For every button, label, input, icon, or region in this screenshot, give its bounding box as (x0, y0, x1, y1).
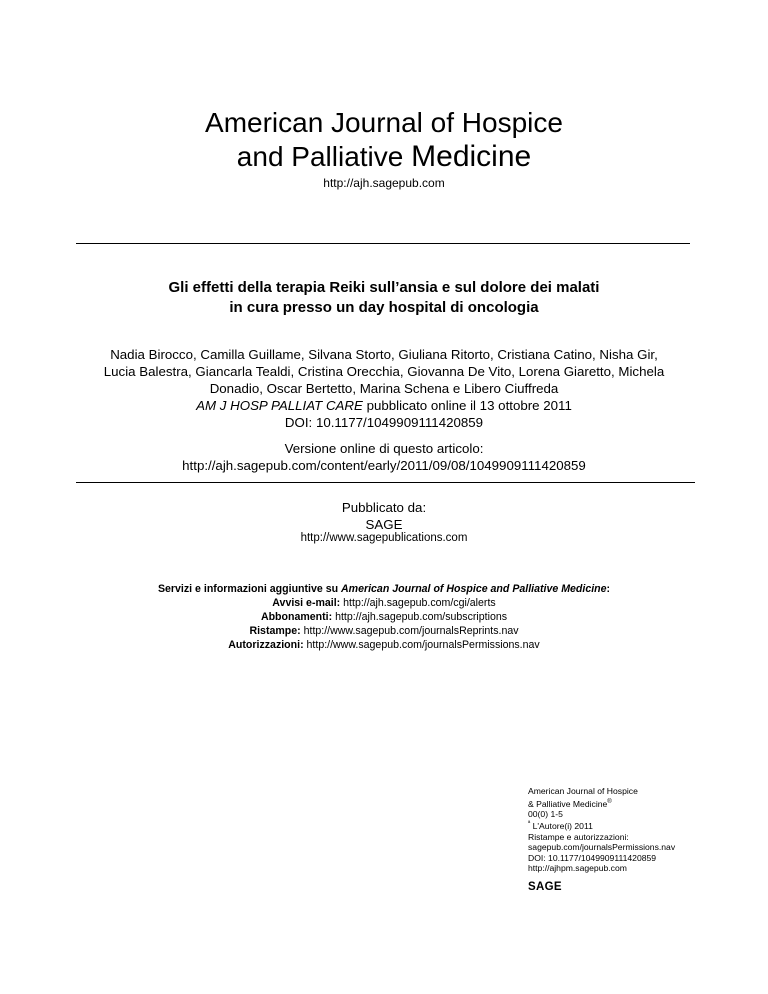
middle-divider (76, 482, 695, 483)
subscriptions-url[interactable]: http://ajh.sagepub.com/subscriptions (332, 611, 508, 623)
services-intro-text: Servizi e informazioni aggiuntive su (157, 583, 342, 595)
infobox-line7: DOI: 10.1177/1049909111420859 (528, 852, 657, 863)
alerts-label: Avvisi e-mail: (272, 597, 341, 609)
reprints-url[interactable]: http://www.sagepub.com/journalsReprints.nav (300, 625, 519, 637)
journal-title-line2 (0, 140, 768, 174)
services-subscriptions (0, 610, 768, 624)
copyright-mark: ª (528, 821, 531, 828)
article-title-line2: in cura presso un day hospital di oncologia (229, 299, 539, 316)
permissions-label: Autorizzazioni: (228, 639, 304, 651)
infobox-line6[interactable]: sagepub.com/journalsPermissions.nav (528, 842, 676, 853)
authors-line1: Nadia Birocco, Camilla Guillame, Silvana Storto, Giuliana Ritorto, Cristiana Catino, Nisha Gir, (110, 347, 658, 362)
citation-journal: AM J HOSP PALLIAT CARE (196, 398, 363, 413)
journal-url[interactable]: http://ajh.sagepub.com (323, 176, 445, 190)
services-intro-journal: American Journal of Hospice and Palliative Medicine (341, 583, 607, 595)
infobox-line3: 00(0) 1-5 (528, 808, 563, 819)
subscriptions-label: Abbonamenti: (260, 611, 333, 623)
online-version-label: Versione online di questo articolo: (284, 441, 484, 456)
alerts-url[interactable]: http://ajh.sagepub.com/cgi/alerts (340, 597, 496, 609)
services-alerts (0, 596, 768, 610)
journal-info-box (528, 786, 708, 892)
citation (0, 397, 768, 414)
published-by-label: Pubblicato da: (341, 500, 427, 515)
infobox-line2 (528, 797, 708, 809)
authors-line3: Donadio, Oscar Bertetto, Marina Schena e Libero Ciuffreda (209, 381, 559, 396)
top-divider (76, 243, 690, 244)
authors-line2: Lucia Balestra, Giancarla Tealdi, Cristina Orecchia, Giovanna De Vito, Lorena Giaretto, Michela (103, 364, 665, 379)
permissions-url[interactable]: http://www.sagepub.com/journalsPermissions.nav (303, 639, 540, 651)
article-doi: DOI: 10.1177/1049909111420859 (284, 415, 484, 430)
infobox-line4-text: L'Autore(i) 2011 (530, 821, 593, 832)
registered-mark: ® (607, 798, 612, 805)
services-intro-end: : (606, 583, 611, 595)
citation-date: pubblicato online il 13 ottobre 2011 (362, 398, 572, 413)
journal-title-line2-a: and Palliative (236, 141, 412, 172)
article-title-line1: Gli effetti della terapia Reiki sull’ansia e sul dolore dei malati (168, 279, 600, 296)
infobox-line8[interactable]: http://ajhpm.sagepub.com (528, 863, 627, 874)
infobox-line2-text: & Palliative Medicine (528, 798, 608, 809)
services-intro (0, 582, 768, 596)
publisher-url[interactable]: http://www.sagepublications.com (300, 532, 468, 544)
publisher-name: SAGE (365, 517, 403, 532)
infobox-line1: American Journal of Hospice (528, 786, 638, 796)
reprints-label: Ristampe: (249, 625, 301, 637)
services-reprints (0, 624, 768, 638)
sage-logo: SAGE (528, 880, 562, 893)
online-version-url[interactable]: http://ajh.sagepub.com/content/early/2011/09/08/1049909111420859 (182, 458, 586, 473)
infobox-line4 (528, 819, 708, 831)
journal-title-line1: American Journal of Hospice (205, 107, 563, 138)
journal-title-line2-b: Medicine (411, 140, 532, 173)
infobox-line5: Ristampe e autorizzazioni: (528, 831, 629, 842)
services-permissions (0, 638, 768, 652)
